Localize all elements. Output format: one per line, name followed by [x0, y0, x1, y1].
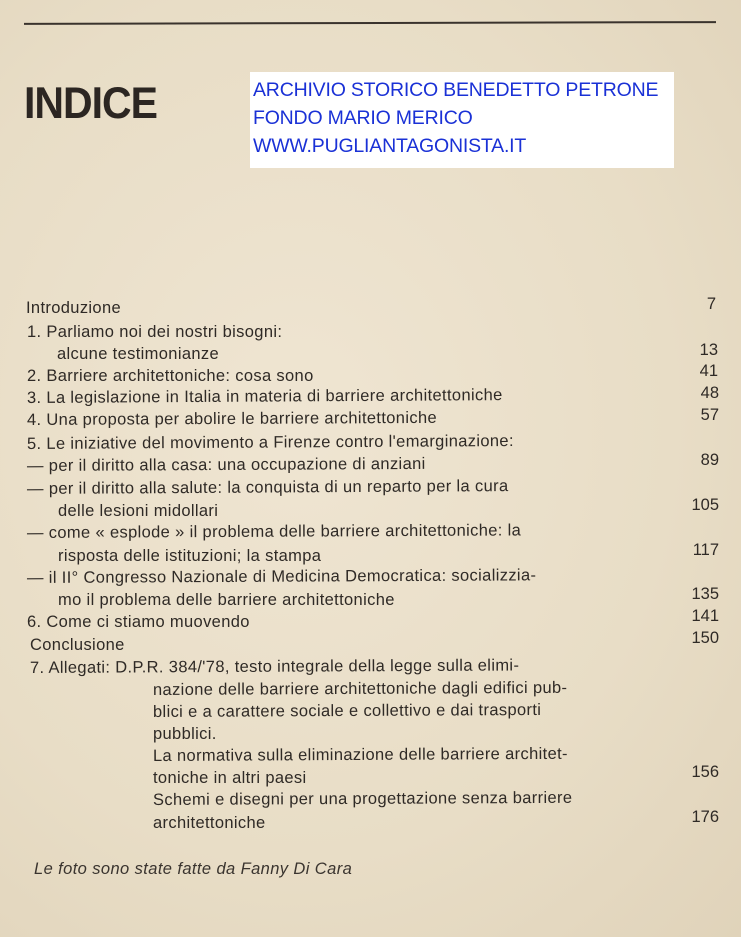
toc-entry-text: La normativa sulla eliminazione delle barriere architet- — [152, 744, 568, 765]
toc-entry-page: 89 — [700, 451, 719, 469]
watermark-line-fondo: FONDO MARIO MERICO — [253, 107, 473, 129]
toc-entry-page: 13 — [699, 341, 718, 359]
toc-entry-text: 4. Una proposta per abolire le barriere architettoniche — [26, 408, 438, 429]
toc-entry-page: 117 — [692, 541, 719, 559]
toc-entry-text: delle lesioni midollari — [58, 502, 219, 520]
toc-entry-text: 1. Parliamo noi dei nostri bisogni: — [27, 323, 283, 341]
toc-entry-text: — come « esplode » il problema delle barriere architettoniche: la — [26, 521, 522, 542]
photo-credit-caption: Le foto sono state fatte da Fanny Di Cara — [34, 860, 353, 878]
toc-entry-page: 156 — [691, 763, 719, 781]
toc-entry-page: 150 — [691, 629, 719, 647]
toc-entry-text: — il II° Congresso Nazionale di Medicina Democratica: socializzia- — [26, 566, 537, 587]
toc-entry-page: 7 — [706, 295, 716, 313]
toc-entry-text: toniche in altri paesi — [153, 769, 307, 787]
toc-entry-text: 3. La legislazione in Italia in materia di barriere architettoniche — [26, 386, 503, 407]
toc-entry-text: 7. Allegati: D.P.R. 384/'78, testo integrale della legge sulla elimi- — [29, 656, 520, 677]
toc-entry-page: 41 — [699, 362, 718, 380]
toc-entry-text: mo il problema delle barriere architettoniche — [58, 591, 395, 609]
toc-entry-text: — per il diritto alla salute: la conquista di un reparto per la cura — [26, 477, 509, 498]
toc-entry-text: blici e a carattere sociale e collettivo e dai trasporti — [152, 700, 542, 721]
toc-entry-page: 105 — [691, 496, 719, 514]
toc-entry-page: 176 — [691, 808, 719, 826]
toc-entry-text: alcune testimonianze — [57, 345, 220, 363]
toc-entry-text: — per il diritto alla casa: una occupazione di anziani — [26, 454, 426, 475]
toc-entry-page: 48 — [700, 384, 719, 402]
toc-entry-text: Conclusione — [30, 636, 125, 654]
toc-entry-text: 6. Come ci stiamo muovendo — [27, 613, 250, 631]
toc-entry-text: 2. Barriere architettoniche: cosa sono — [27, 367, 314, 385]
toc-entry-text: pubblici. — [153, 725, 217, 743]
toc-entry-text: architettoniche — [153, 814, 266, 832]
page-title: INDICE — [24, 78, 157, 128]
toc-entry-text: Introduzione — [26, 299, 122, 317]
watermark-line-archive: ARCHIVIO STORICO BENEDETTO PETRONE — [253, 79, 659, 101]
watermark-line-url: WWW.PUGLIANTAGONISTA.IT — [253, 135, 527, 157]
toc-entry-page: 141 — [691, 607, 719, 625]
toc-entry-page: 57 — [700, 406, 719, 424]
toc-entry-text: 5. Le iniziative del movimento a Firenze contro l'emarginazione: — [26, 432, 514, 453]
toc-entry-text: Schemi e disegni per una progettazione senza barriere — [152, 788, 573, 809]
toc-entry-text: nazione delle barriere architettoniche dagli edifici pub- — [152, 678, 568, 699]
toc-entry-page: 135 — [691, 585, 719, 603]
toc-entry-text: risposta delle istituzioni; la stampa — [58, 547, 322, 565]
